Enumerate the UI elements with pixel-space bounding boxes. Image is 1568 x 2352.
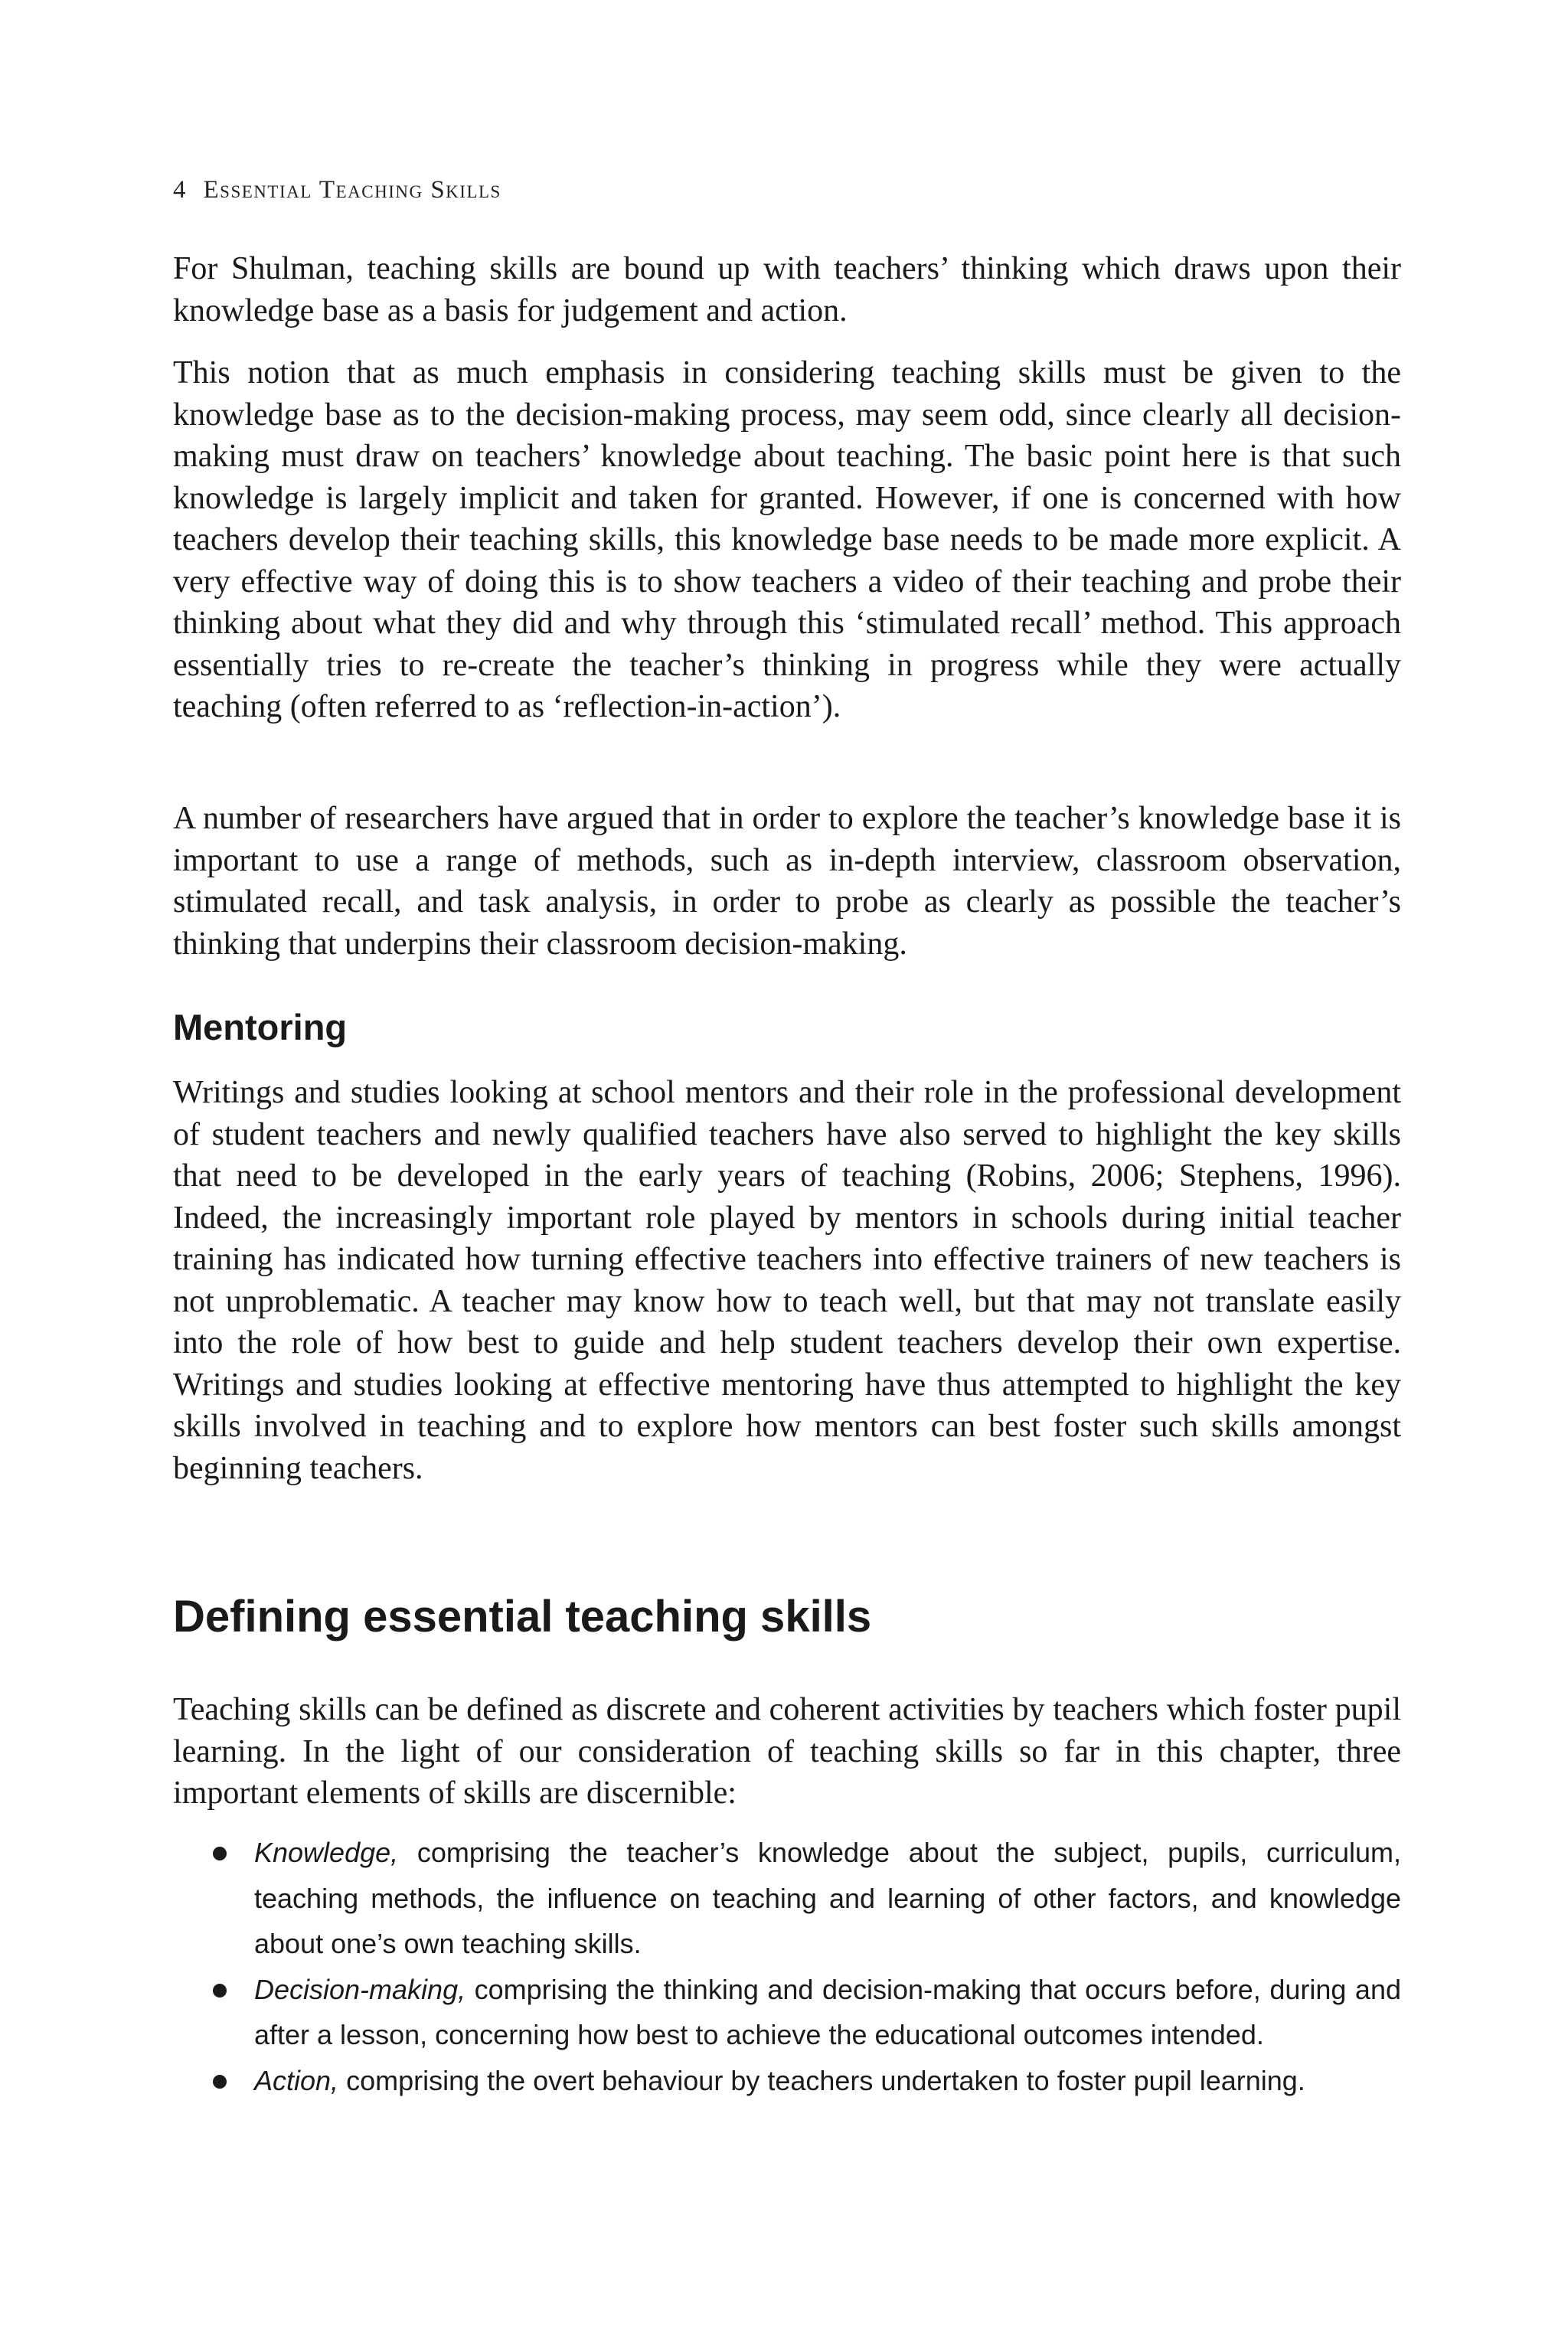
bullet-icon bbox=[213, 1984, 227, 1998]
list-item-text: comprising the thinking and decision-making that occurs before, during and after a lesson, concerning how best to achieve the educational outcomes intended. bbox=[254, 1973, 1401, 2050]
paragraph-mentoring: Writings and studies looking at school mentors and their role in the professional development of student teachers and newly qualified teachers have also served to highlight the key skills that need to be developed in the early years of teaching (Robins, 2006; Stephens, 1996). Indeed, the increasingly important role played by mentors in schools during initial teacher training has indicated how turning effective teachers into effective trainers of new teachers is not unproblematic. A teacher may know how to teach well, but that may not translate easily into the role of how best to guide and help student teachers develop their own expertise. Writings and studies looking at effective mentoring have thus attempted to highlight the key skills involved in teaching and to explore how mentors can best foster such skills amongst beginning teachers. bbox=[173, 1075, 1401, 1486]
list-item-text: comprising the teacher’s knowledge about the subject, pupils, curriculum, teaching methods, the influence on teaching and learning of other factors, and knowledge about one’s own teaching skills. bbox=[254, 1837, 1402, 1959]
page-number: 4 bbox=[173, 176, 187, 204]
paragraph-shulman: For Shulman, teaching skills are bound up with teachers’ thinking which draws upon their knowledge base as a basis for judgement and action. bbox=[173, 251, 1401, 328]
paragraph-researchers: A number of researchers have argued that in order to explore the teacher’s knowledge base it is important to use a range of methods, such as in-depth interview, classroom observation, stimulated recall, and task analysis, in order to probe as clearly as possible the teacher’s thinking that underpins their classroom decision-making. bbox=[173, 801, 1401, 962]
skills-elements-list bbox=[208, 1830, 1401, 2103]
list-item-action bbox=[208, 2058, 1401, 2104]
list-item-term: Decision-making, bbox=[254, 1973, 475, 2005]
list-item-decision-making bbox=[208, 1967, 1401, 2058]
running-head-title: Essential Teaching Skills bbox=[203, 176, 501, 204]
bullet-icon bbox=[213, 2075, 227, 2089]
paragraph-definition: Teaching skills can be defined as discrete and coherent activities by teachers which foster pupil learning. In the light of our consideration of teaching skills so far in this chapter, three important elements of skills are discernible: bbox=[173, 1692, 1401, 1811]
heading-defining-essential-teaching-skills: Defining essential teaching skills bbox=[173, 1592, 872, 1642]
list-item-term: Action, bbox=[254, 2064, 347, 2096]
list-item-text: comprising the overt behaviour by teachers undertaken to foster pupil learning. bbox=[346, 2064, 1305, 2096]
running-head bbox=[173, 176, 501, 204]
heading-mentoring: Mentoring bbox=[173, 1007, 348, 1047]
list-item-term: Knowledge, bbox=[254, 1837, 417, 1868]
paragraph-knowledge-base: This notion that as much emphasis in considering teaching skills must be given to the knowledge base as to the decision-making process, may seem odd, since clearly all decision-making must draw on teachers’ knowledge about teaching. The basic point here is that such knowledge is largely implicit and taken for granted. However, if one is concerned with how teachers develop their teaching skills, this knowledge base needs to be made more explicit. A very effective way of doing this is to show teachers a video of their teaching and probe their thinking about what they did and why through this ‘stimulated recall’ method. This approach essentially tries to re-create the teacher’s thinking in progress while they were actually teaching (often referred to as ‘reflection-in-action’). bbox=[173, 355, 1401, 724]
list-item-knowledge bbox=[208, 1830, 1401, 1967]
bullet-icon bbox=[213, 1847, 227, 1860]
